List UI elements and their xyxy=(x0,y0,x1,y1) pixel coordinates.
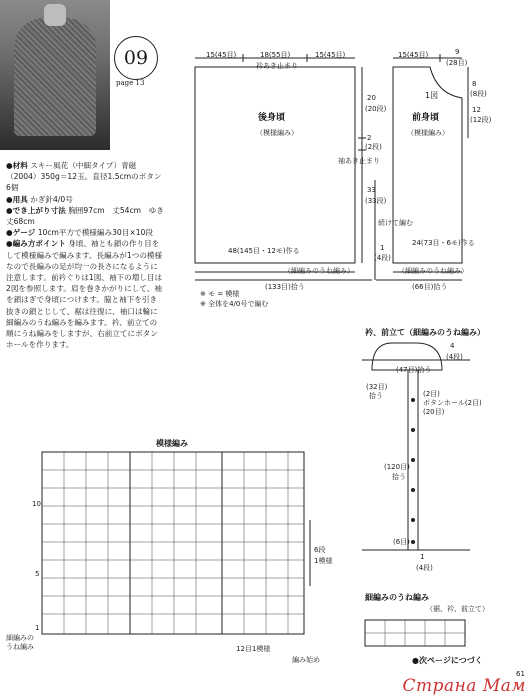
front-cast-on: 24(73目・6モ)作る xyxy=(412,239,475,247)
pattern-repeat-rows: 6段 xyxy=(314,546,326,554)
front-dim-12b: (12段) xyxy=(470,116,492,124)
small-chart-title: 細編みのうね編み xyxy=(365,593,429,602)
front-dim-top-right: 9 xyxy=(455,48,460,56)
tools-label: ●用具 xyxy=(6,194,28,204)
collar-pick-32: (32目) xyxy=(366,383,388,391)
back-neck-note: 衿あき止まり xyxy=(256,62,298,70)
collar-pick-120b: 拾う xyxy=(392,473,406,481)
points-text: 身頃、袖とも鎖の作り目をして模様編みで編みます。長編みが1つの模様なので長編みの足が均一の長さになるように注意します。前衿ぐりは1図、袖下の増し目は2図を参照します。肩を巻きかがりにして、袖を鎖はぎで身頃につけます。脇と袖下を引き抜きの鎖とじして、裾は往復に、袖口は輪に細編みのうね編みを編みます。衿、前立ての順にうね編みをしますが、右前立てにボタンホールを作ります。 xyxy=(6,239,163,350)
buttonhole-text: ボタンホール(2目) xyxy=(423,399,482,407)
small-chart-grid xyxy=(365,620,465,646)
back-edge: （細編みのうね編み） xyxy=(284,267,354,275)
back-width-total: (133目)拾う xyxy=(265,283,305,291)
front-continue-note: 続けて編む xyxy=(378,219,413,227)
gauge-label: ●ゲージ xyxy=(6,228,36,238)
back-dim-top-right: 15(45目) xyxy=(315,51,346,59)
front-dim-8: 8 xyxy=(472,80,477,88)
collar-bottom-4: (4段) xyxy=(416,564,433,572)
collar-bottom-1: 1 xyxy=(420,553,425,561)
back-body-outline xyxy=(195,67,355,263)
pattern-number: 09 xyxy=(123,47,149,69)
front-fig-label: 1図 xyxy=(425,91,439,100)
collar-dim-4b: (4段) xyxy=(446,353,463,361)
front-width-total: (66目)拾う xyxy=(412,283,448,291)
watermark: Страна Мам xyxy=(402,676,526,696)
pattern-start: 編み始め xyxy=(292,656,320,664)
back-dim-2b: (2段) xyxy=(365,143,382,151)
back-hem-1: 1 xyxy=(380,244,385,252)
back-cast-on: 48(145目・12モ)作る xyxy=(228,247,300,255)
page-reference: page 13 xyxy=(116,79,145,87)
back-subtitle: （模様編み） xyxy=(256,129,298,137)
front-subtitle: （模様編み） xyxy=(407,129,449,137)
size-text: 胸囲97cm 丈54cm ゆき丈68cm xyxy=(6,205,164,227)
front-title: 前身頃 xyxy=(412,113,440,123)
page-number: 61 xyxy=(516,670,525,678)
back-dim-33: 33 xyxy=(367,186,376,194)
back-dim-2: 2 xyxy=(367,134,372,142)
tools-text: かぎ針4/0号 xyxy=(30,194,73,204)
buttonhole-20: (20目) xyxy=(423,408,445,416)
back-dim-top-mid: 18(55目) xyxy=(260,51,291,59)
front-edge: （細編みのうね編み） xyxy=(398,267,468,275)
ridge-label-2: うね編み xyxy=(6,643,34,651)
buttonhole-6: (6目) xyxy=(393,538,410,546)
materials-text: スキー風花（中細タイプ）青磁（2004）350g＝12玉。直径1.5cmのボタン6個 xyxy=(6,161,162,193)
ridge-label-1: 細編みの xyxy=(6,634,34,642)
row-number-10: 10 xyxy=(32,500,41,508)
row-number-1: 1 xyxy=(35,624,40,632)
small-chart-subtitle: （裾、衿、前立て） xyxy=(426,605,489,613)
collar-title: 衿、前立て（細編みのうね編み） xyxy=(365,328,485,337)
collar-dim-4: 4 xyxy=(450,342,455,350)
collar-pick-120: (120目) xyxy=(384,463,410,471)
pattern-chart-grid xyxy=(42,452,304,634)
front-dim-top-right2: (28目) xyxy=(446,59,468,67)
pattern-repeat-label: 1模様 xyxy=(314,557,333,565)
button-markers xyxy=(411,398,415,544)
back-dim-33b: (33段) xyxy=(365,197,387,205)
collar-pick-32b: 拾う xyxy=(369,392,383,400)
points-label: ●編み方ポイント xyxy=(6,239,66,249)
row-number-5: 5 xyxy=(35,570,40,578)
gauge-text: 10cm平方で模様編み30目×10段 xyxy=(37,228,153,238)
buttonhole-2a: (2目) xyxy=(423,390,440,398)
collar-pick-47: (47目)拾う xyxy=(396,366,432,374)
back-dim-top-left: 15(45目) xyxy=(206,51,237,59)
front-dim-8b: (8段) xyxy=(470,90,487,98)
next-page-note: ●次ページにつづく xyxy=(412,656,483,665)
back-sleeve-note: 袖あき止まり xyxy=(338,157,380,165)
pattern-chart-title: 模様編み xyxy=(156,439,188,448)
back-title: 後身頃 xyxy=(258,113,286,123)
note-hook: ※ 全体を4/0号で編む xyxy=(200,300,269,308)
back-dim-20b: (20段) xyxy=(365,105,387,113)
back-dim-20: 20 xyxy=(367,94,376,102)
pattern-chart-frame xyxy=(42,452,304,634)
front-dim-12: 12 xyxy=(472,106,481,114)
note-pattern: ※ モ = 模様 xyxy=(200,290,240,298)
front-dim-top-left: 15(45目) xyxy=(398,51,429,59)
size-label: ●でき上がり寸法 xyxy=(6,205,66,215)
materials-label: ●材料 xyxy=(6,161,28,170)
pattern-repeat-stitches: 12目1模様 xyxy=(236,645,271,653)
back-hem-1b: (4段) xyxy=(374,254,391,262)
